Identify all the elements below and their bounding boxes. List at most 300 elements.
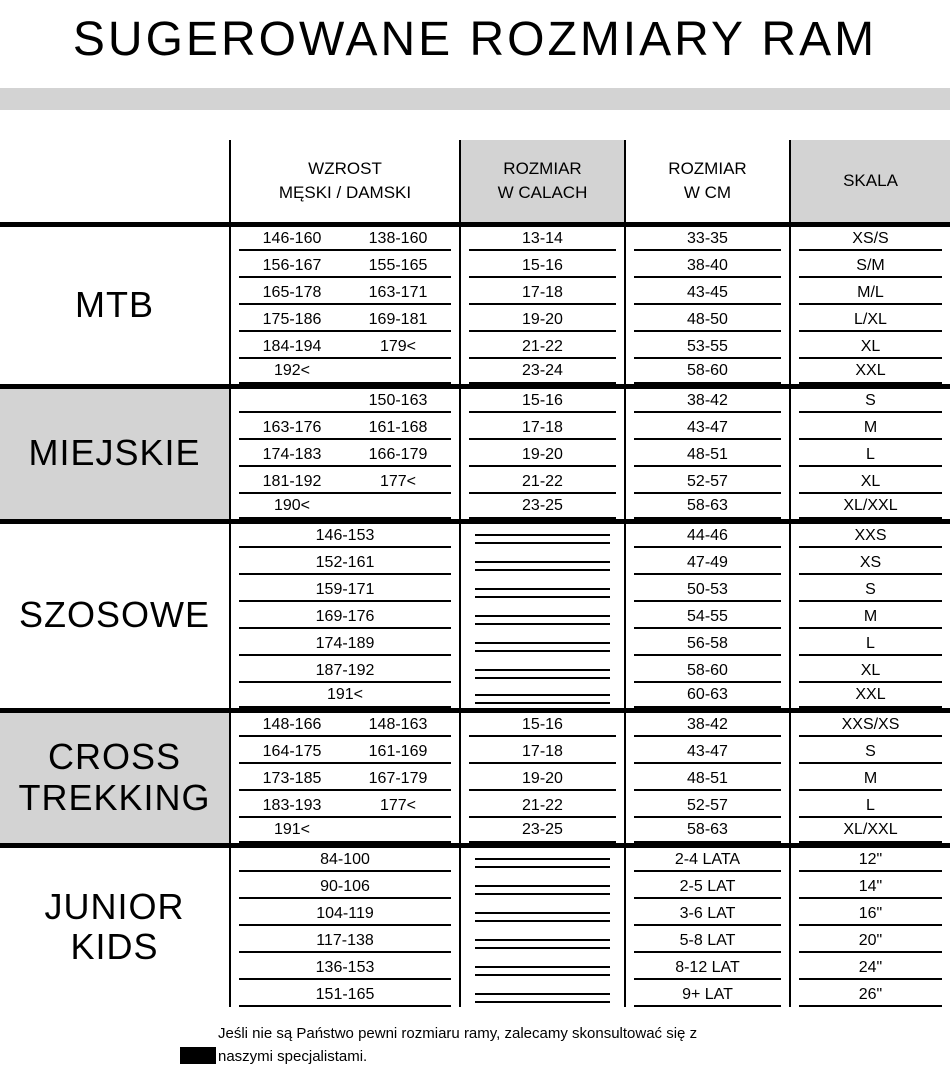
scale-value: M xyxy=(863,418,878,436)
height-cell xyxy=(230,845,460,872)
inches-cell xyxy=(460,305,625,332)
scale-header-line1: SKALA xyxy=(843,170,898,190)
height-value: 159-171 xyxy=(315,580,375,598)
category-header-cell xyxy=(0,140,230,224)
cell-underline xyxy=(634,715,781,737)
height-meski-value: 163-176 xyxy=(262,418,322,436)
height-cell xyxy=(230,791,460,818)
scale-cell xyxy=(790,521,950,548)
cell-underline xyxy=(634,472,781,494)
inches-value: 17-18 xyxy=(522,418,563,436)
category-label: MTB xyxy=(75,283,154,325)
inches-value: 15-16 xyxy=(522,391,563,409)
scale-value: L xyxy=(866,634,875,652)
cell-underline xyxy=(239,850,451,872)
cell-underline xyxy=(239,283,451,305)
cell-underline xyxy=(469,229,616,251)
scale-value: L/XL xyxy=(854,310,887,328)
cm-cell xyxy=(625,737,790,764)
cell-underline xyxy=(469,715,616,737)
height-cell xyxy=(230,602,460,629)
cell-underline xyxy=(239,715,451,737)
height-damski-value: 148-163 xyxy=(368,715,428,733)
height-header-line1: WZROST xyxy=(308,158,382,178)
cell-underline xyxy=(239,742,451,764)
scale-value: 26" xyxy=(858,985,883,1003)
cell-underline xyxy=(634,526,781,548)
cell-underline xyxy=(239,796,451,818)
inches-value: 19-20 xyxy=(522,310,563,328)
cell-underline xyxy=(634,685,781,707)
cell-underline xyxy=(799,283,942,305)
cm-value: 43-47 xyxy=(687,742,728,760)
decorative-band xyxy=(0,88,950,110)
inches-cell xyxy=(460,845,625,872)
height-cell xyxy=(230,764,460,791)
scale-cell xyxy=(790,386,950,413)
inches-value: 21-22 xyxy=(522,337,563,355)
height-cell xyxy=(230,494,460,521)
category-cell-cross-trekking xyxy=(0,710,230,845)
cell-underline xyxy=(469,445,616,467)
scale-cell xyxy=(790,359,950,386)
table-row xyxy=(0,224,950,251)
inches-cell xyxy=(460,413,625,440)
cell-underline xyxy=(799,445,942,467)
cell-underline xyxy=(469,769,616,791)
cm-cell xyxy=(625,899,790,926)
scale-cell xyxy=(790,683,950,710)
table-row xyxy=(0,845,950,872)
scale-value: M xyxy=(863,769,878,787)
cm-cell xyxy=(625,818,790,845)
scale-value: S/M xyxy=(856,256,885,274)
scale-value: 16" xyxy=(858,904,883,922)
cell-underline xyxy=(634,904,781,926)
cm-cell xyxy=(625,467,790,494)
height-damski-value xyxy=(345,820,451,839)
height-column-header xyxy=(230,140,460,224)
height-value: 151-165 xyxy=(315,985,375,1003)
inches-cell xyxy=(460,494,625,521)
cm-cell xyxy=(625,872,790,899)
height-value: 152-161 xyxy=(315,553,375,571)
cell-underline xyxy=(634,445,781,467)
cm-cell xyxy=(625,548,790,575)
scale-cell xyxy=(790,872,950,899)
footer-line2: naszymi specjalistami. xyxy=(218,1047,368,1065)
scale-value: XXL xyxy=(855,686,886,704)
height-meski-value: 190< xyxy=(273,497,311,515)
scale-cell xyxy=(790,818,950,845)
height-damski-value: 177< xyxy=(379,796,417,814)
height-cell xyxy=(230,332,460,359)
category-cell-miejskie xyxy=(0,386,230,521)
inches-cell xyxy=(460,440,625,467)
empty-cell-line xyxy=(475,694,610,704)
cell-underline xyxy=(799,361,942,383)
inches-cell xyxy=(460,521,625,548)
inches-cell xyxy=(460,467,625,494)
height-cell xyxy=(230,305,460,332)
cell-underline xyxy=(239,256,451,278)
cm-value: 47-49 xyxy=(687,553,728,571)
scale-value: 14" xyxy=(858,877,883,895)
inches-cell xyxy=(460,791,625,818)
cm-value: 5-8 LAT xyxy=(679,931,736,949)
cm-cell xyxy=(625,386,790,413)
inches-value: 23-24 xyxy=(522,362,563,380)
inches-value: 21-22 xyxy=(522,472,563,490)
cell-underline xyxy=(799,229,942,251)
cm-cell xyxy=(625,575,790,602)
cm-value: 48-51 xyxy=(687,769,728,787)
scale-value: XS xyxy=(859,553,882,571)
cell-underline xyxy=(799,985,942,1007)
cell-underline xyxy=(634,229,781,251)
cell-underline xyxy=(634,877,781,899)
height-value: 146-153 xyxy=(315,526,375,544)
scale-cell xyxy=(790,926,950,953)
cm-cell xyxy=(625,305,790,332)
cm-cell xyxy=(625,656,790,683)
cell-underline xyxy=(469,418,616,440)
cm-value: 53-55 xyxy=(687,337,728,355)
height-meski-value: 175-186 xyxy=(262,310,322,328)
cm-value: 54-55 xyxy=(687,607,728,625)
empty-cell-line xyxy=(475,885,610,895)
category-cell-szosowe xyxy=(0,521,230,710)
height-cell xyxy=(230,683,460,710)
category-cell-mtb xyxy=(0,224,230,386)
inches-cell xyxy=(460,683,625,710)
cell-underline xyxy=(239,958,451,980)
inches-value: 21-22 xyxy=(522,796,563,814)
height-damski-value: 163-171 xyxy=(368,283,428,301)
cell-underline xyxy=(634,418,781,440)
height-cell xyxy=(230,251,460,278)
cell-underline xyxy=(634,769,781,791)
cell-underline xyxy=(799,553,942,575)
cm-value: 3-6 LAT xyxy=(679,904,736,922)
height-value: 84-100 xyxy=(320,850,370,868)
height-value: 136-153 xyxy=(315,958,375,976)
inches-cell xyxy=(460,386,625,413)
height-meski-value: 191< xyxy=(273,821,311,839)
scale-value: XL/XXL xyxy=(843,821,898,839)
cm-cell xyxy=(625,629,790,656)
cell-underline xyxy=(634,850,781,872)
cell-underline xyxy=(634,607,781,629)
scale-cell xyxy=(790,710,950,737)
footer-note xyxy=(0,1023,950,1068)
inches-cell xyxy=(460,251,625,278)
empty-cell-line xyxy=(475,858,610,868)
cm-value: 56-58 xyxy=(687,634,728,652)
inches-cell xyxy=(460,575,625,602)
cm-cell xyxy=(625,791,790,818)
cell-underline xyxy=(239,904,451,926)
cell-underline xyxy=(239,580,451,602)
scale-cell xyxy=(790,548,950,575)
inches-value: 19-20 xyxy=(522,445,563,463)
inches-cell xyxy=(460,926,625,953)
height-meski-value: 184-194 xyxy=(262,337,322,355)
height-value: 174-189 xyxy=(315,634,375,652)
inches-cell xyxy=(460,656,625,683)
cm-value: 8-12 LAT xyxy=(675,958,740,976)
inches-cell xyxy=(460,332,625,359)
header-row xyxy=(0,140,950,224)
cm-value: 9+ LAT xyxy=(682,985,733,1003)
cell-underline xyxy=(799,796,942,818)
cm-value: 43-47 xyxy=(687,418,728,436)
cm-cell xyxy=(625,278,790,305)
height-value: 191< xyxy=(326,686,364,704)
cm-value: 58-60 xyxy=(687,362,728,380)
category-label: MIEJSKIE xyxy=(28,432,201,474)
cell-underline xyxy=(239,685,451,707)
cm-cell xyxy=(625,494,790,521)
height-damski-value: 161-169 xyxy=(368,742,428,760)
cell-underline xyxy=(799,685,942,707)
cm-value: 58-63 xyxy=(687,497,728,515)
scale-value: M/L xyxy=(857,283,884,301)
cell-underline xyxy=(469,283,616,305)
cm-value: 48-51 xyxy=(687,445,728,463)
cell-underline xyxy=(799,661,942,683)
cell-underline xyxy=(239,229,451,251)
height-damski-value xyxy=(345,496,451,515)
height-cell xyxy=(230,440,460,467)
empty-cell-line xyxy=(475,993,610,1003)
empty-cell-line xyxy=(475,912,610,922)
height-damski-value: 179< xyxy=(379,337,417,355)
height-value: 117-138 xyxy=(316,931,374,949)
cm-column-header xyxy=(625,140,790,224)
scale-value: XXS xyxy=(854,526,887,544)
height-cell xyxy=(230,548,460,575)
height-cell xyxy=(230,224,460,251)
height-damski-value: 177< xyxy=(379,472,417,490)
cell-underline xyxy=(239,985,451,1007)
scale-cell xyxy=(790,629,950,656)
scale-cell xyxy=(790,899,950,926)
height-cell xyxy=(230,359,460,386)
inches-cell xyxy=(460,602,625,629)
cell-underline xyxy=(239,877,451,899)
cm-value: 33-35 xyxy=(687,229,728,247)
cell-underline xyxy=(634,931,781,953)
cm-value: 58-60 xyxy=(687,661,728,679)
inches-cell xyxy=(460,953,625,980)
cell-underline xyxy=(799,820,942,842)
height-cell xyxy=(230,656,460,683)
cm-cell xyxy=(625,440,790,467)
inches-header-line1: ROZMIAR xyxy=(503,158,582,178)
height-cell xyxy=(230,899,460,926)
cell-underline xyxy=(634,634,781,656)
height-cell xyxy=(230,575,460,602)
height-damski-value: 155-165 xyxy=(368,256,428,274)
scale-cell xyxy=(790,278,950,305)
cm-value: 52-57 xyxy=(687,472,728,490)
height-cell xyxy=(230,413,460,440)
cell-underline xyxy=(799,904,942,926)
cm-cell xyxy=(625,224,790,251)
cell-underline xyxy=(799,850,942,872)
cell-underline xyxy=(239,607,451,629)
cell-underline xyxy=(799,310,942,332)
cell-underline xyxy=(799,496,942,518)
table-header xyxy=(0,140,950,224)
scale-value: XL xyxy=(860,661,881,679)
empty-cell-line xyxy=(475,642,610,652)
cell-underline xyxy=(239,496,451,518)
cell-underline xyxy=(469,796,616,818)
scale-cell xyxy=(790,953,950,980)
scale-value: S xyxy=(865,742,876,760)
cm-cell xyxy=(625,926,790,953)
inches-cell xyxy=(460,818,625,845)
cell-underline xyxy=(239,418,451,440)
cm-cell xyxy=(625,359,790,386)
scale-value: L xyxy=(866,445,875,463)
height-meski-value: 146-160 xyxy=(262,229,322,247)
cm-cell xyxy=(625,413,790,440)
cm-value: 38-42 xyxy=(687,715,728,733)
inches-cell xyxy=(460,629,625,656)
cell-underline xyxy=(239,526,451,548)
cell-underline xyxy=(469,310,616,332)
page-title: SUGEROWANE ROZMIARY RAM xyxy=(72,13,878,66)
height-meski-value: 173-185 xyxy=(262,769,322,787)
cm-value: 2-4 LATA xyxy=(674,850,741,868)
scale-value: 12" xyxy=(858,850,883,868)
height-damski-value: 138-160 xyxy=(368,229,428,247)
cell-underline xyxy=(634,256,781,278)
height-cell xyxy=(230,278,460,305)
cell-underline xyxy=(799,526,942,548)
cell-underline xyxy=(634,553,781,575)
height-meski-value: 165-178 xyxy=(262,283,322,301)
inches-cell xyxy=(460,764,625,791)
cell-underline xyxy=(469,391,616,413)
cell-underline xyxy=(469,256,616,278)
cell-underline xyxy=(239,661,451,683)
cell-underline xyxy=(799,472,942,494)
cm-value: 38-42 xyxy=(687,391,728,409)
cell-underline xyxy=(239,445,451,467)
height-meski-value: 148-166 xyxy=(262,715,322,733)
cell-underline xyxy=(799,580,942,602)
height-value: 90-106 xyxy=(320,877,370,895)
cm-cell xyxy=(625,602,790,629)
cm-cell xyxy=(625,845,790,872)
inches-cell xyxy=(460,224,625,251)
scale-cell xyxy=(790,224,950,251)
scale-cell xyxy=(790,251,950,278)
footer-line1: Jeśli nie są Państwo pewni rozmiaru ramy, zalecamy skonsultować się z xyxy=(218,1025,698,1042)
inches-value: 13-14 xyxy=(522,229,563,247)
cell-underline xyxy=(799,742,942,764)
height-cell xyxy=(230,872,460,899)
inches-value: 15-16 xyxy=(522,256,563,274)
cm-cell xyxy=(625,710,790,737)
inches-header-line2: W CALACH xyxy=(497,182,588,202)
inches-cell xyxy=(460,980,625,1007)
cell-underline xyxy=(469,472,616,494)
category-cell-junior-kids xyxy=(0,845,230,1007)
scale-value: S xyxy=(865,391,876,409)
scale-cell xyxy=(790,737,950,764)
height-meski-value xyxy=(239,391,345,410)
height-cell xyxy=(230,737,460,764)
cell-underline xyxy=(239,769,451,791)
scale-value: 24" xyxy=(858,958,883,976)
cell-underline xyxy=(634,310,781,332)
category-label: JUNIOR xyxy=(44,885,185,927)
height-meski-value: 156-167 xyxy=(262,256,322,274)
cm-cell xyxy=(625,332,790,359)
table-row xyxy=(0,710,950,737)
height-meski-value: 183-193 xyxy=(262,796,322,814)
footer-line2-wrap xyxy=(218,1046,950,1069)
scale-value: XXL xyxy=(855,362,886,380)
height-header-line2: MĘSKI / DAMSKI xyxy=(278,182,412,202)
inches-cell xyxy=(460,899,625,926)
height-meski-value: 174-183 xyxy=(262,445,322,463)
inches-value: 23-25 xyxy=(522,821,563,839)
category-label: KIDS xyxy=(70,926,159,968)
cell-underline xyxy=(469,337,616,359)
cell-underline xyxy=(239,337,451,359)
scale-value: XL/XXL xyxy=(843,497,898,515)
cm-value: 52-57 xyxy=(687,796,728,814)
table-body xyxy=(0,224,950,1007)
cm-value: 2-5 LAT xyxy=(679,877,736,895)
inches-cell xyxy=(460,737,625,764)
cell-underline xyxy=(634,391,781,413)
cm-cell xyxy=(625,251,790,278)
cell-underline xyxy=(799,769,942,791)
cell-underline xyxy=(469,496,616,518)
height-meski-value: 181-192 xyxy=(262,472,322,490)
cell-underline xyxy=(799,418,942,440)
inches-cell xyxy=(460,278,625,305)
table-row xyxy=(0,386,950,413)
cm-value: 60-63 xyxy=(687,686,728,704)
cell-underline xyxy=(469,820,616,842)
empty-cell-line xyxy=(475,588,610,598)
inches-cell xyxy=(460,359,625,386)
inches-cell xyxy=(460,548,625,575)
scale-value: S xyxy=(865,580,876,598)
cell-underline xyxy=(634,496,781,518)
cell-underline xyxy=(799,337,942,359)
category-label: CROSS xyxy=(47,736,182,778)
cell-underline xyxy=(799,958,942,980)
scale-column-header xyxy=(790,140,950,224)
cell-underline xyxy=(799,877,942,899)
height-damski-value: 169-181 xyxy=(368,310,428,328)
cell-underline xyxy=(239,472,451,494)
cm-cell xyxy=(625,980,790,1007)
cell-underline xyxy=(239,361,451,383)
height-cell xyxy=(230,386,460,413)
inches-cell xyxy=(460,872,625,899)
height-cell xyxy=(230,980,460,1007)
